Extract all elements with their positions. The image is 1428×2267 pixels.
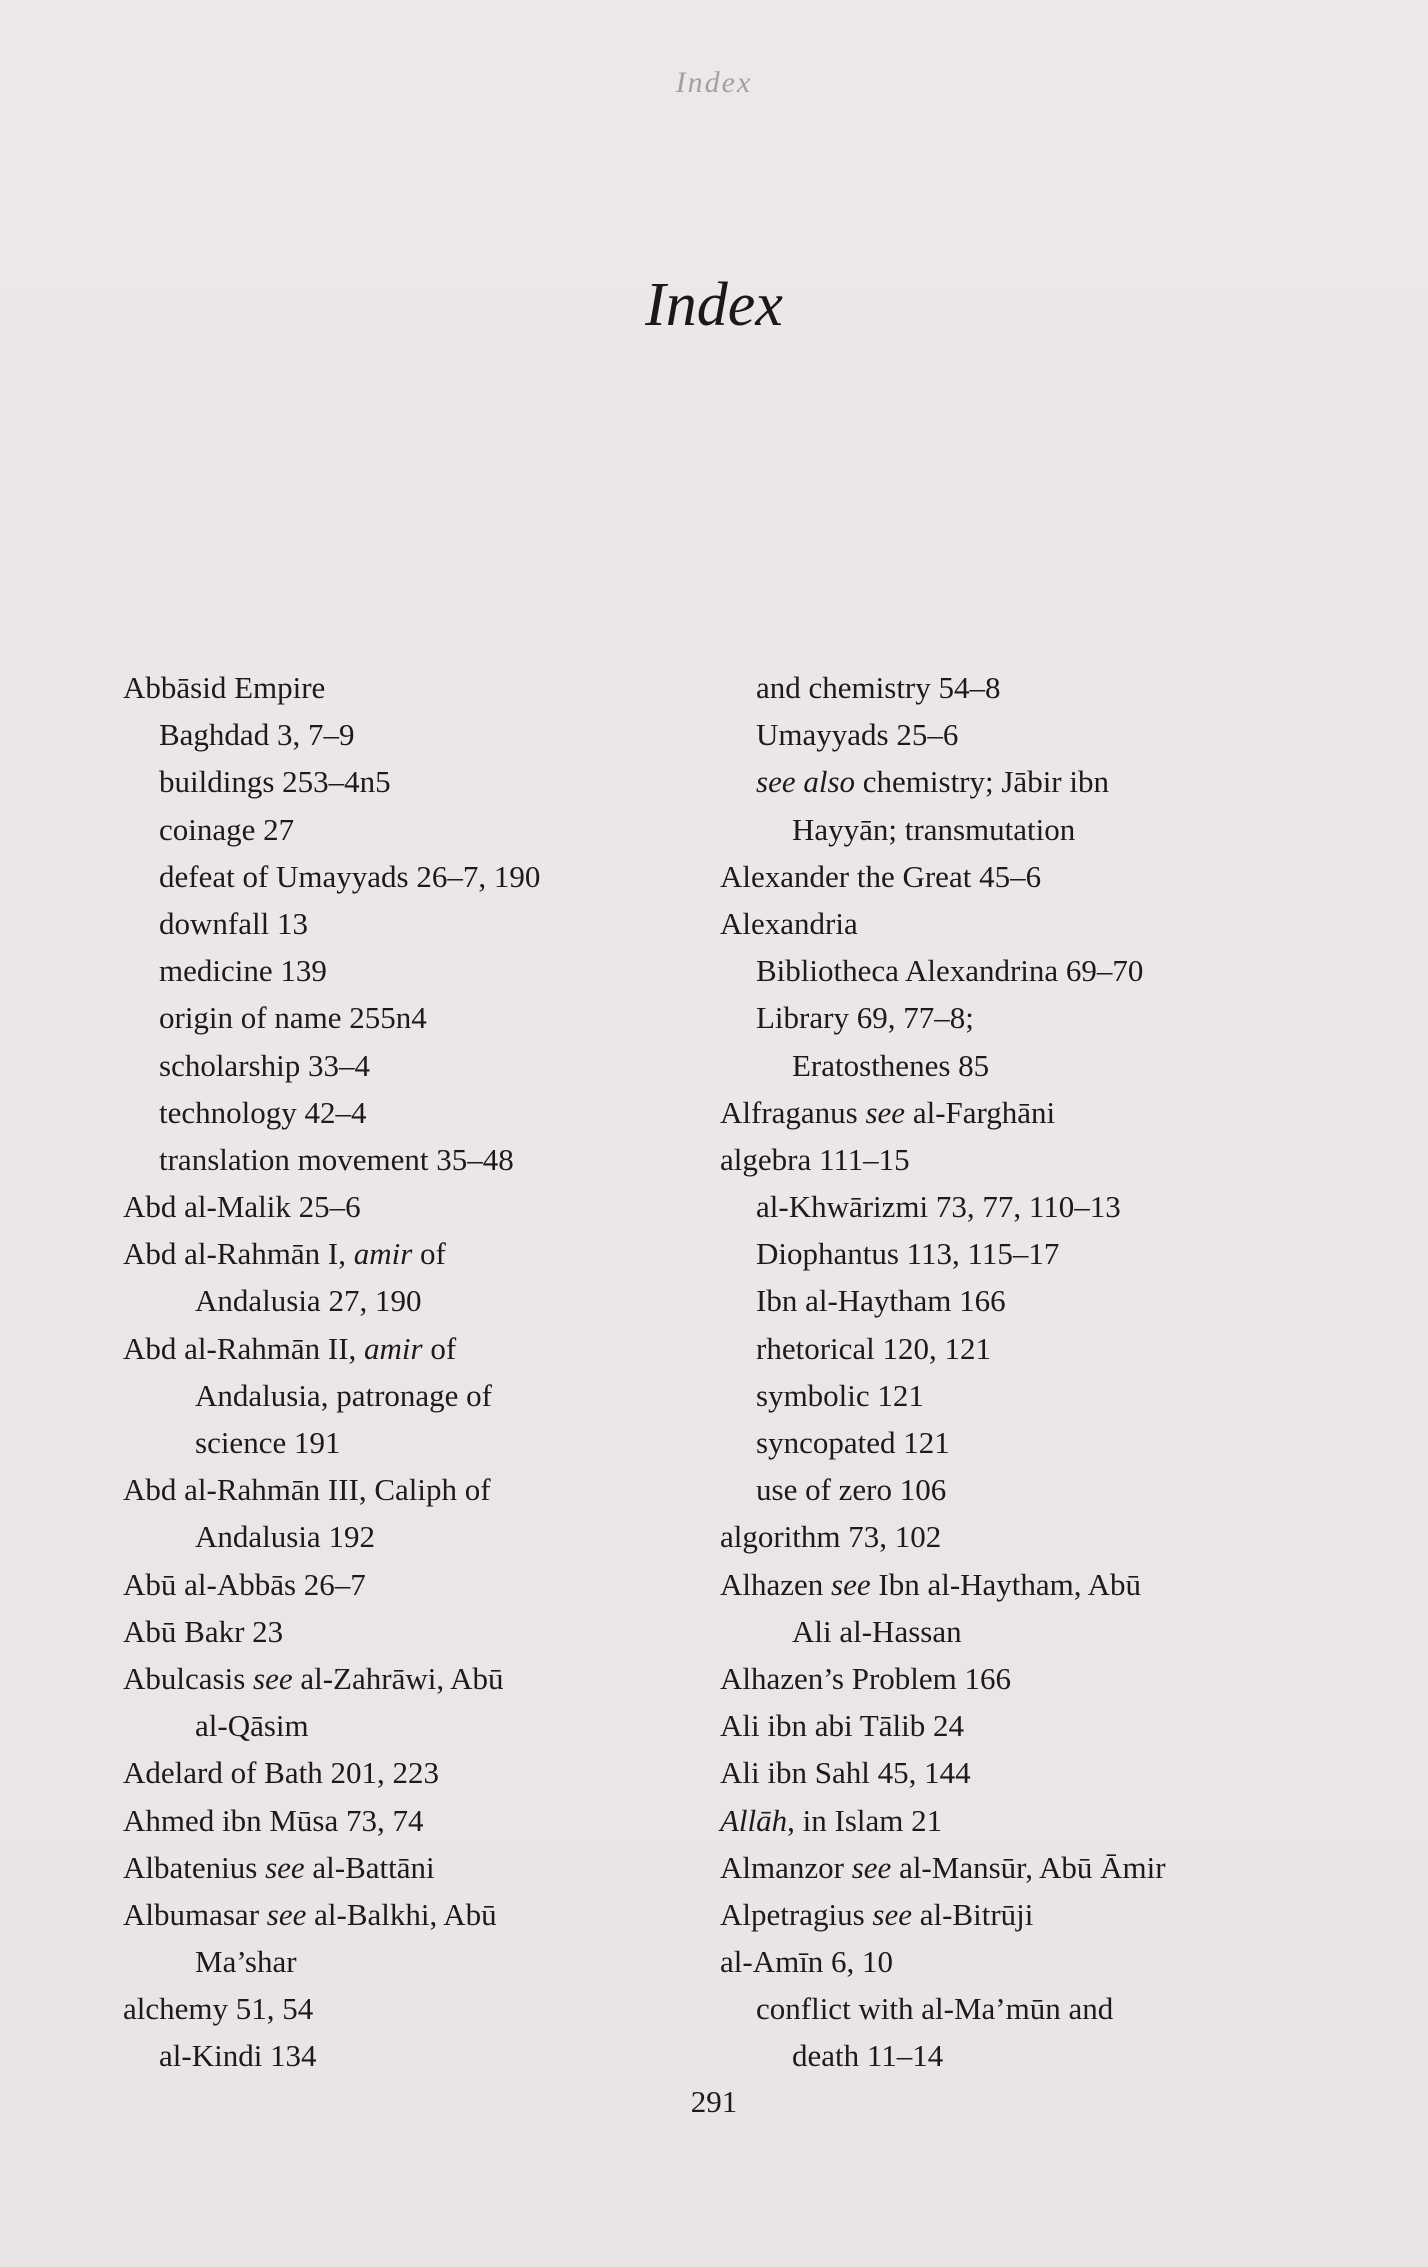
index-entry-text: technology 42–4 xyxy=(159,1094,367,1130)
index-entry-text: Alhazen’s Problem 166 xyxy=(720,1660,1012,1696)
index-entry xyxy=(123,1985,683,2032)
index-entry-text: al-Khwārizmi 73, 77, 110–13 xyxy=(756,1189,1121,1225)
index-entry-text-after: al-Bitrūji xyxy=(911,1896,1034,1932)
index-entry-text: Andalusia 27, 190 xyxy=(195,1283,422,1319)
index-entry-text: Library 69, 77–8; xyxy=(756,1000,974,1036)
index-entry xyxy=(720,1277,1320,1324)
index-entry xyxy=(123,1561,683,1608)
index-entry xyxy=(123,1183,683,1230)
page-title: Index xyxy=(645,271,783,339)
index-entry xyxy=(123,664,683,711)
index-entry xyxy=(720,994,1320,1041)
index-entry-text: Ali ibn abi Tālib 24 xyxy=(720,1708,964,1744)
index-entry xyxy=(720,711,1320,758)
running-head: Index xyxy=(675,66,753,99)
index-entry xyxy=(720,758,1320,805)
index-entry-italic: see xyxy=(872,1896,912,1932)
index-entry xyxy=(720,1985,1320,2032)
index-entry xyxy=(720,1561,1320,1608)
index-entry xyxy=(123,994,683,1041)
index-entry xyxy=(720,1702,1320,1749)
index-entry xyxy=(123,1844,683,1891)
index-entry xyxy=(720,806,1320,853)
index-entry-text: Abū al-Abbās 26–7 xyxy=(123,1566,366,1602)
index-entry xyxy=(720,1325,1320,1372)
index-entry-text: Eratosthenes 85 xyxy=(792,1047,990,1083)
index-entry-text: scholarship 33–4 xyxy=(159,1047,370,1083)
index-entry xyxy=(720,1938,1320,1985)
index-entry xyxy=(720,1513,1320,1560)
index-entry-italic: amir xyxy=(353,1236,413,1272)
index-entry xyxy=(123,1608,683,1655)
index-entry-text: medicine 139 xyxy=(159,953,327,989)
index-entry-text: conflict with al-Ma’mūn and xyxy=(756,1991,1114,2027)
index-entry-italic: see xyxy=(851,1849,892,1885)
index-entry xyxy=(720,1466,1320,1513)
index-entry-text: origin of name 255n4 xyxy=(159,1000,427,1036)
index-entry xyxy=(123,1277,683,1324)
index-entry xyxy=(720,1844,1320,1891)
index-entry xyxy=(123,1466,683,1513)
index-entry-text: alchemy 51, 54 xyxy=(123,1991,314,2027)
index-entry xyxy=(123,853,683,900)
index-entry xyxy=(123,1513,683,1560)
index-entry-text: Ali al-Hassan xyxy=(792,1613,962,1649)
index-entry xyxy=(123,1372,683,1419)
index-entry-text: death 11–14 xyxy=(792,2038,944,2074)
index-entry xyxy=(720,1372,1320,1419)
index-entry-text-after: al-Mansūr, Abū Āmir xyxy=(891,1849,1166,1885)
index-entry-text: Hayyān; transmutation xyxy=(792,811,1076,847)
index-entry xyxy=(720,1183,1320,1230)
index-entry xyxy=(720,1136,1320,1183)
index-entry-italic: amir xyxy=(364,1330,423,1366)
index-entry xyxy=(720,1797,1320,1844)
index-entry-text: Albumasar xyxy=(123,1896,267,1932)
index-entry xyxy=(720,853,1320,900)
index-entry xyxy=(720,900,1320,947)
index-entry-text: Abd al-Rahmān II, xyxy=(123,1330,365,1366)
index-entry xyxy=(720,1891,1320,1938)
index-entry-text: use of zero 106 xyxy=(756,1472,947,1508)
index-entry-text: Albatenius xyxy=(123,1849,266,1885)
index-entry xyxy=(720,1655,1320,1702)
index-entry xyxy=(123,1136,683,1183)
index-entry xyxy=(123,947,683,994)
index-entry-text: Abū Bakr 23 xyxy=(123,1613,284,1649)
index-entry-text-after: Ibn al-Haytham, Abū xyxy=(870,1566,1141,1602)
index-entry-text: algebra 111–15 xyxy=(720,1141,910,1177)
index-entry xyxy=(123,1042,683,1089)
index-entry-text-after: chemistry; Jābir ibn xyxy=(855,764,1109,800)
index-entry-text: Abd al-Rahmān I, xyxy=(123,1236,354,1272)
index-entry-text: Ali ibn Sahl 45, 144 xyxy=(720,1755,971,1791)
index-entry-text: Andalusia 192 xyxy=(195,1519,375,1555)
index-entry xyxy=(123,2032,683,2079)
index-entry-text-after: al-Farghāni xyxy=(905,1094,1056,1130)
index-entry-text: Ahmed ibn Mūsa 73, 74 xyxy=(123,1802,424,1838)
index-entry xyxy=(720,947,1320,994)
index-entry-text: Andalusia, patronage of xyxy=(195,1377,492,1413)
index-entry xyxy=(720,664,1320,711)
index-entry-text: Abbāsid Empire xyxy=(123,670,326,705)
index-entry xyxy=(123,900,683,947)
index-entry xyxy=(123,1938,683,1985)
index-entry-text: Abd al-Rahmān III, Caliph of xyxy=(123,1472,491,1508)
index-entry xyxy=(720,1089,1320,1136)
index-entry-italic: see xyxy=(253,1660,293,1696)
index-column-right xyxy=(720,664,1320,2080)
index-entry-text: Alhazen xyxy=(720,1566,832,1602)
index-entry-text: rhetorical 120, 121 xyxy=(756,1330,992,1366)
index-entry-text-after: al-Zahrāwi, Abū xyxy=(292,1660,504,1696)
index-entry xyxy=(123,806,683,853)
index-entry-text-after: of xyxy=(412,1236,446,1272)
index-entry xyxy=(720,1419,1320,1466)
index-entry-italic: see also xyxy=(756,764,856,800)
index-entry xyxy=(720,1749,1320,1796)
index-entry-text-after: , in Islam 21 xyxy=(787,1802,943,1838)
index-entry-text: translation movement 35–48 xyxy=(159,1141,514,1177)
index-entry-text: syncopated 121 xyxy=(756,1425,950,1460)
index-entry-text: downfall 13 xyxy=(159,905,308,941)
index-entry xyxy=(720,1042,1320,1089)
index-entry xyxy=(123,1891,683,1938)
index-entry-text: Adelard of Bath 201, 223 xyxy=(123,1755,439,1791)
index-entry-text: Ibn al-Haytham 166 xyxy=(756,1283,1006,1319)
index-column-left xyxy=(123,664,683,2080)
index-entry xyxy=(123,1230,683,1277)
index-entry-text: buildings 253–4n5 xyxy=(159,764,391,800)
index-entry xyxy=(123,1325,683,1372)
index-entry-text: algorithm 73, 102 xyxy=(720,1519,942,1555)
page-number: 291 xyxy=(690,2084,738,2119)
index-entry xyxy=(123,1797,683,1844)
index-entry-text: Baghdad 3, 7–9 xyxy=(159,717,355,753)
index-entry xyxy=(720,2032,1320,2079)
index-entry-text: Alexandria xyxy=(720,905,858,941)
index-entry-text: Abd al-Malik 25–6 xyxy=(123,1189,361,1225)
index-entry-italic: Allāh xyxy=(720,1802,788,1838)
index-entry-text: Ma’shar xyxy=(195,1944,297,1980)
index-entry-text: Alfraganus xyxy=(720,1094,866,1130)
index-entry xyxy=(123,1749,683,1796)
index-entry xyxy=(123,758,683,805)
index-entry xyxy=(720,1608,1320,1655)
index-entry-italic: see xyxy=(265,1849,305,1885)
index-entry xyxy=(123,1702,683,1749)
index-entry-text: Bibliotheca Alexandrina 69–70 xyxy=(756,953,1144,989)
index-entry-text: coinage 27 xyxy=(159,811,295,847)
index-entry-text: Abulcasis xyxy=(123,1660,254,1696)
index-entry-text: al-Qāsim xyxy=(195,1708,309,1744)
index-entry-italic: see xyxy=(865,1094,906,1130)
index-entry xyxy=(720,1230,1320,1277)
index-entry xyxy=(123,1655,683,1702)
index-entry-text-after: of xyxy=(422,1330,457,1366)
index-entry xyxy=(123,711,683,758)
index-entry-text-after: al-Battāni xyxy=(304,1849,435,1885)
index-entry-text-after: al-Balkhi, Abū xyxy=(306,1896,497,1932)
index-entry-text: Diophantus 113, 115–17 xyxy=(756,1236,1060,1272)
index-entry-text: al-Kindi 134 xyxy=(159,2038,317,2074)
index-entry-text: defeat of Umayyads 26–7, 190 xyxy=(159,858,541,894)
index-entry-text: Alexander the Great 45–6 xyxy=(720,858,1042,894)
index-entry-text: and chemistry 54–8 xyxy=(756,670,1001,705)
index-entry xyxy=(123,1419,683,1466)
index-entry xyxy=(123,1089,683,1136)
index-entry-italic: see xyxy=(831,1566,871,1602)
index-entry-text: symbolic 121 xyxy=(756,1377,924,1413)
index-entry-italic: see xyxy=(266,1896,307,1932)
index-entry-text: al-Amīn 6, 10 xyxy=(720,1944,894,1980)
index-entry-text: Almanzor xyxy=(720,1849,852,1885)
index-entry-text: science 191 xyxy=(195,1425,341,1460)
index-entry-text: Alpetragius xyxy=(720,1896,873,1932)
index-entry-text: Umayyads 25–6 xyxy=(756,717,959,753)
